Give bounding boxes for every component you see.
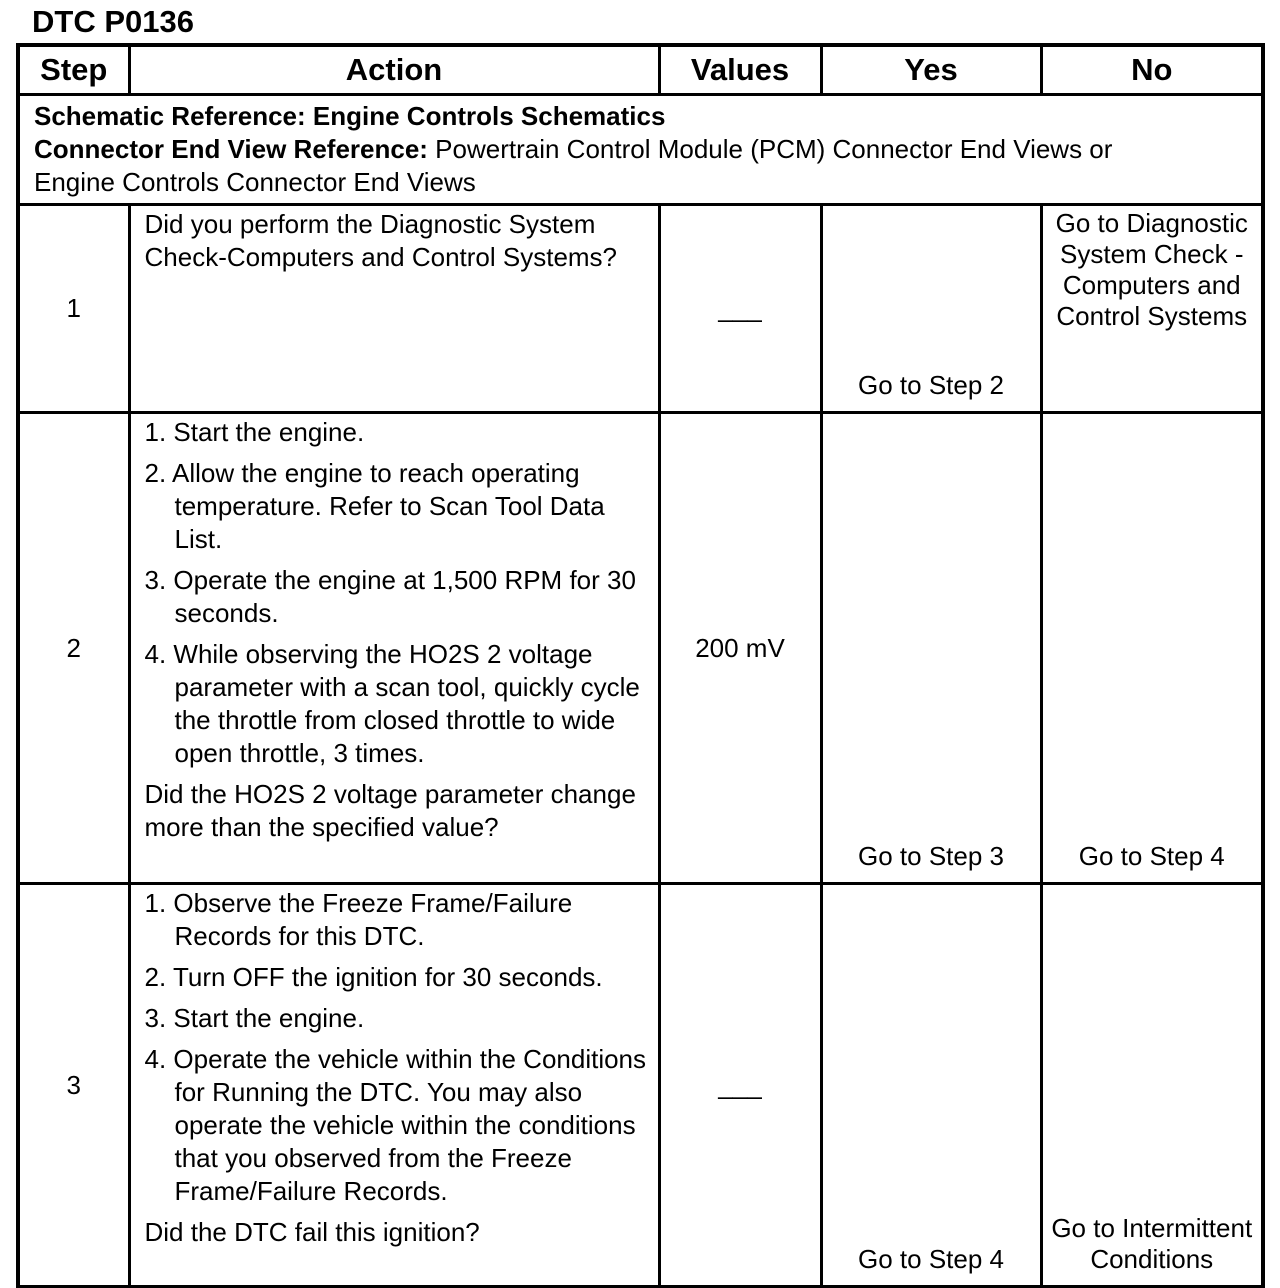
action-question: Did you perform the Diagnostic System Check-Computers and Control Systems? (144, 209, 618, 272)
table-row (18, 205, 1263, 413)
yes-cell: Go to Step 4 (821, 884, 1041, 1287)
action-step: 4. Operate the vehicle within the Conditions for Running the DTC. You may also operate the vehicle within the conditions that you observed from the Freeze Frame/Failure Records. (144, 1044, 647, 1206)
table-row (18, 413, 1263, 884)
connector-reference-text-cont: Engine Controls Connector End Views (34, 167, 476, 197)
header-values: Values (659, 45, 821, 95)
action-steps (145, 416, 648, 770)
values-cell: ___ (659, 205, 821, 413)
action-step: 2. Turn OFF the ignition for 30 seconds. (144, 962, 603, 992)
header-no: No (1041, 45, 1263, 95)
yes-cell: Go to Step 2 (821, 205, 1041, 413)
schematic-reference: Schematic Reference: Engine Controls Schematics (34, 101, 666, 131)
action-step: 1. Observe the Freeze Frame/Failure Records for this DTC. (144, 888, 573, 951)
reference-cell (18, 95, 1263, 205)
header-action: Action (129, 45, 659, 95)
action-question: Did the DTC fail this ignition? (144, 1217, 480, 1247)
action-cell (129, 413, 659, 884)
no-cell: Go to Intermittent Conditions (1041, 884, 1263, 1287)
step-number: 2 (18, 413, 129, 884)
header-step: Step (18, 45, 129, 95)
header-yes: Yes (821, 45, 1041, 95)
values-cell: 200 mV (659, 413, 821, 884)
no-cell: Go to Diagnostic System Check - Computers and Control Systems (1041, 205, 1263, 413)
diagnostic-table (16, 43, 1265, 1288)
no-cell: Go to Step 4 (1041, 413, 1263, 884)
action-step: 3. Start the engine. (144, 1003, 365, 1033)
action-cell (129, 205, 659, 413)
connector-reference-label: Connector End View Reference: (34, 134, 428, 164)
table-row (18, 884, 1263, 1287)
action-step: 2. Allow the engine to reach operating temperature. Refer to Scan Tool Data List. (144, 458, 605, 554)
reference-row (18, 95, 1263, 205)
action-question: Did the HO2S 2 voltage parameter change more than the specified value? (144, 779, 636, 842)
action-step: 1. Start the engine. (144, 417, 365, 447)
header-row (18, 45, 1263, 95)
values-cell: ___ (659, 884, 821, 1287)
step-number: 3 (18, 884, 129, 1287)
action-cell (129, 884, 659, 1287)
connector-reference-text: Powertrain Control Module (PCM) Connector End Views or (427, 134, 1113, 164)
step-number: 1 (18, 205, 129, 413)
action-steps (145, 887, 648, 1208)
connector-reference (34, 133, 1247, 166)
action-step: 3. Operate the engine at 1,500 RPM for 30 seconds. (144, 565, 636, 628)
yes-cell: Go to Step 3 (821, 413, 1041, 884)
document-title: DTC P0136 (32, 4, 194, 39)
action-step: 4. While observing the HO2S 2 voltage parameter with a scan tool, quickly cycle the throttle from closed throttle to wide open throttle, 3 times. (144, 639, 640, 768)
